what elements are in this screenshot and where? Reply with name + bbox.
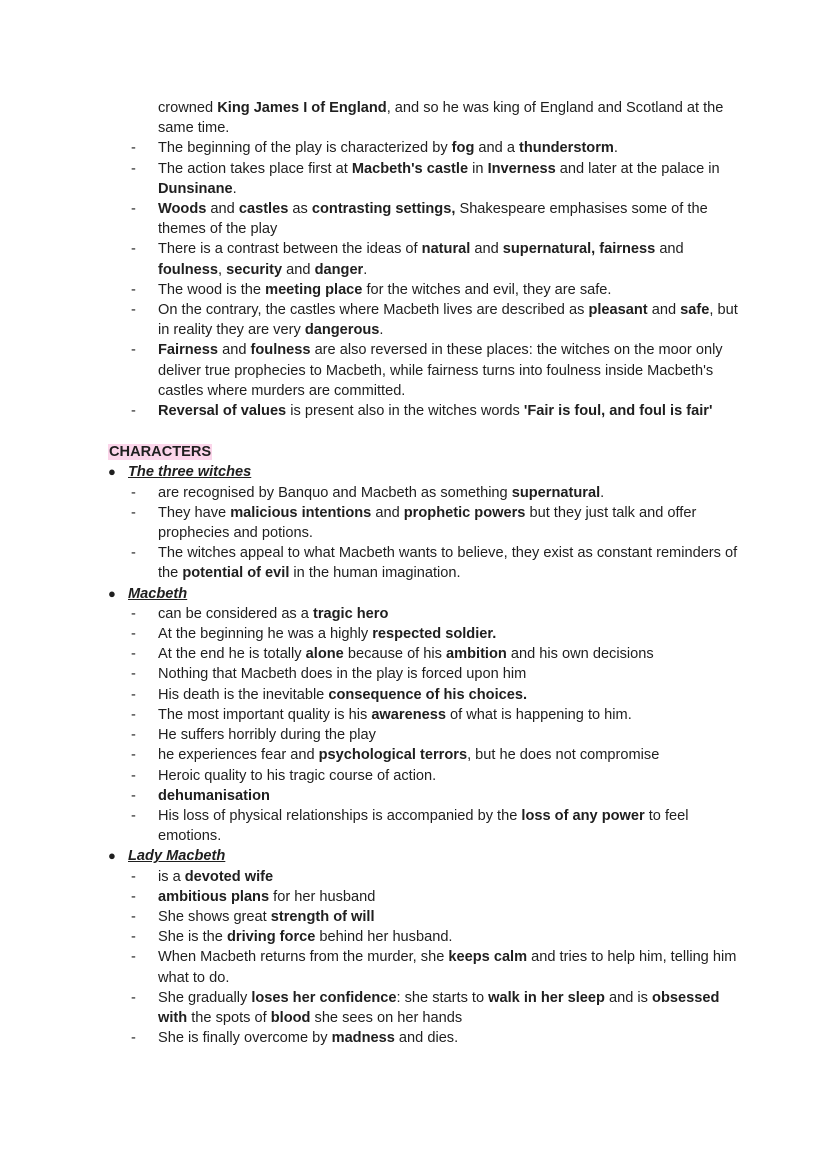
text-run: because of his: [343, 646, 447, 663]
character-name: Lady Macbeth: [128, 848, 226, 865]
bold-text: dehumanisation: [158, 787, 270, 804]
dash-bullet: -: [131, 787, 136, 804]
bold-text: fog: [451, 140, 475, 157]
text-run: He suffers horribly during the play: [158, 727, 376, 744]
text-run: and is: [604, 989, 653, 1006]
bold-text: dangerous: [304, 322, 380, 339]
text-run: and later at the palace in: [555, 160, 720, 177]
character-heading: [0, 846, 828, 866]
text-run: Shakespeare emphasises some of the themes of the play: [158, 201, 708, 238]
text-run: and tries to help him, telling him what to do.: [158, 949, 737, 986]
bold-text: 'Fair is foul, and foul is fair': [523, 403, 713, 420]
bold-text: ambition: [446, 646, 507, 663]
dash-bullet: -: [131, 281, 136, 298]
list-item: [0, 806, 828, 846]
bold-text: Fairness: [158, 342, 219, 359]
bold-text: strength of will: [270, 908, 375, 925]
text-run: and: [282, 261, 315, 278]
dash-bullet: -: [131, 201, 136, 218]
list-item: [0, 664, 828, 684]
bold-text: safe: [680, 302, 710, 319]
list-item: [0, 199, 828, 239]
bold-text: ambitious plans: [158, 888, 270, 905]
list-item: [0, 543, 828, 583]
text-run: are recognised by Banquo and Macbeth as something: [158, 484, 512, 501]
bold-text: obsessed with: [158, 989, 720, 1026]
dash-bullet: -: [131, 160, 136, 177]
dash-bullet: -: [131, 403, 136, 420]
list-item: [0, 867, 828, 887]
dash-bullet: -: [131, 545, 136, 562]
text-run: the spots of: [187, 1009, 271, 1026]
text-run: and: [371, 504, 404, 521]
text-run: The witches appeal to what Macbeth wants to believe, they exist as constant reminders of the: [158, 545, 738, 582]
bold-text: King James I of England: [217, 100, 387, 116]
bold-text: Inverness: [487, 160, 556, 177]
dash-bullet: -: [131, 626, 136, 643]
bold-text: respected soldier.: [372, 626, 497, 643]
text-run: : she starts to: [396, 989, 489, 1006]
text-run: The action takes place first at: [158, 160, 352, 177]
text-run: She gradually: [158, 989, 252, 1006]
text-run: .: [232, 180, 237, 197]
dash-bullet: -: [131, 908, 136, 925]
text-run: .: [363, 261, 368, 278]
round-bullet: ●: [108, 585, 116, 601]
bold-text: psychological terrors: [318, 747, 468, 764]
list-item: [0, 138, 828, 158]
bold-text: alone: [305, 646, 344, 663]
text-run: as: [288, 201, 312, 218]
bold-text: Reversal of values: [158, 403, 287, 420]
text-run: .: [613, 140, 618, 157]
text-run: .: [600, 484, 605, 501]
text-run: but they just talk and offer prophecies and potions.: [158, 504, 697, 542]
text-run: , but in reality they are very: [158, 302, 738, 339]
text-run: When Macbeth returns from the murder, she: [158, 949, 449, 966]
text-run: is present also in the witches words: [286, 403, 524, 420]
text-run: for her husband: [269, 888, 376, 905]
text-run: and: [218, 342, 251, 359]
list-item: [0, 300, 828, 340]
bold-text: pleasant: [588, 302, 648, 319]
text-run: in: [468, 160, 488, 177]
bold-text: keeps calm: [448, 949, 528, 966]
dash-bullet: -: [131, 1030, 136, 1047]
list-item: [0, 887, 828, 907]
text-run: .: [379, 322, 384, 339]
bold-text: loses her confidence: [251, 989, 397, 1006]
text-run: of what is happening to him.: [445, 706, 632, 723]
text-run: and a: [474, 140, 520, 157]
bold-text: Woods: [158, 201, 207, 218]
list-item: [0, 705, 828, 725]
dash-bullet: -: [131, 666, 136, 683]
dash-bullet: -: [131, 767, 136, 784]
bold-text: awareness: [371, 706, 446, 723]
character-heading: [0, 584, 828, 604]
bold-text: potential of evil: [182, 565, 290, 582]
bold-text: Macbeth's castle: [351, 160, 469, 177]
text-run: Heroic quality to his tragic course of action.: [158, 767, 437, 784]
list-item: [0, 745, 828, 765]
dash-bullet: -: [131, 241, 136, 258]
text-run: She is finally overcome by: [158, 1030, 332, 1047]
text-run: is a: [158, 868, 185, 885]
dash-bullet: -: [131, 747, 136, 764]
section-heading-row: [0, 442, 828, 462]
bold-text: supernatural: [511, 484, 601, 501]
bold-text: driving force: [226, 929, 316, 946]
list-item: [0, 340, 828, 401]
text-run: , and so he was king of England and Scotland at the same time.: [158, 100, 724, 137]
text-run: His loss of physical relationships is accompanied by the: [158, 807, 522, 824]
text-run: and: [655, 241, 684, 258]
dash-bullet: -: [131, 484, 136, 501]
text-run: and dies.: [394, 1030, 459, 1047]
bold-text: natural: [421, 241, 471, 258]
bold-text: meeting place: [265, 281, 363, 298]
list-item: [0, 766, 828, 786]
list-item: [0, 280, 828, 300]
text-run: She shows great: [158, 908, 271, 925]
bold-text: danger: [314, 261, 364, 278]
round-bullet: ●: [108, 464, 116, 480]
text-run: Nothing that Macbeth does in the play is forced upon him: [158, 666, 527, 683]
text-run: His death is the inevitable: [158, 686, 329, 703]
text-run: The wood is the: [158, 281, 266, 298]
bold-text: blood: [270, 1009, 311, 1026]
bold-text: castles: [238, 201, 289, 218]
text-run: , but he does not compromise: [467, 747, 660, 764]
character-name: The three witches: [128, 464, 252, 481]
dash-bullet: -: [131, 868, 136, 885]
bold-text: madness: [331, 1030, 395, 1047]
bold-text: security: [226, 261, 283, 278]
list-item: [0, 786, 828, 806]
list-item: [0, 98, 828, 138]
list-item: [0, 907, 828, 927]
list-item: [0, 927, 828, 947]
list-item: [0, 604, 828, 624]
text-run: and his own decisions: [506, 646, 654, 663]
bold-text: consequence of his choices.: [328, 686, 528, 703]
text-run: and: [647, 302, 681, 319]
list-item: [0, 1028, 828, 1048]
text-run: can be considered as a: [158, 605, 313, 622]
text-run: On the contrary, the castles where Macbeth lives are described as: [158, 302, 589, 319]
text-run: are also reversed in these places: the witches on the moor only deliver true prophecies to Macbeth, while fairness turns into foulness inside Macbeth's castles where murders are committed.: [158, 342, 723, 399]
document-content: [0, 98, 828, 1048]
text-run: At the beginning he was a highly: [158, 626, 373, 643]
dash-bullet: -: [131, 646, 136, 663]
dash-bullet: -: [131, 605, 136, 622]
character-name: Macbeth: [128, 585, 188, 602]
list-item: [0, 483, 828, 503]
text-run: She is the: [158, 929, 227, 946]
text-run: and: [206, 201, 239, 218]
list-item: [0, 239, 828, 279]
dash-bullet: -: [131, 302, 136, 319]
bold-text: contrasting settings,: [311, 201, 456, 218]
text-run: The most important quality is his: [158, 706, 372, 723]
text-run: crowned: [158, 100, 218, 116]
intro-list: [0, 98, 828, 421]
list-item: [0, 401, 828, 421]
round-bullet: ●: [108, 848, 116, 864]
bold-text: supernatural, fairness: [502, 241, 656, 258]
bold-text: Dunsinane: [158, 180, 233, 197]
text-run: to feel emotions.: [158, 807, 689, 845]
dash-bullet: -: [131, 929, 136, 946]
text-run: behind her husband.: [315, 929, 453, 946]
text-run: and: [470, 241, 503, 258]
text-run: There is a contrast between the ideas of: [158, 241, 422, 258]
bold-text: loss of any power: [521, 807, 645, 824]
dash-bullet: -: [131, 727, 136, 744]
bold-text: thunderstorm: [519, 140, 614, 157]
bold-text: tragic hero: [312, 605, 389, 622]
dash-bullet: -: [131, 807, 136, 824]
dash-bullet: -: [131, 140, 136, 157]
section-heading: CHARACTERS: [109, 444, 212, 461]
text-run: They have: [158, 504, 231, 521]
list-item: [0, 685, 828, 705]
list-item: [0, 624, 828, 644]
dash-bullet: -: [131, 706, 136, 723]
text-run: The beginning of the play is characterized by: [158, 140, 452, 157]
bold-text: prophetic powers: [403, 504, 526, 521]
text-run: in the human imagination.: [289, 565, 461, 582]
character-heading: [0, 462, 828, 482]
list-item: [0, 159, 828, 199]
dash-bullet: -: [131, 888, 136, 905]
bold-text: walk in her sleep: [488, 989, 605, 1006]
dash-bullet: -: [131, 342, 136, 359]
list-item: [0, 988, 828, 1028]
dash-bullet: -: [131, 686, 136, 703]
dash-bullet: -: [131, 989, 136, 1006]
bold-text: devoted wife: [184, 868, 274, 885]
list-item: [0, 503, 828, 543]
list-item: [0, 725, 828, 745]
text-run: he experiences fear and: [158, 747, 319, 764]
bold-text: malicious intentions: [230, 504, 372, 521]
text-run: for the witches and evil, they are safe.: [362, 281, 612, 298]
dash-bullet: -: [131, 504, 136, 521]
list-item: [0, 644, 828, 664]
characters-list: [0, 462, 828, 1048]
dash-bullet: -: [131, 949, 136, 966]
text-run: she sees on her hands: [310, 1009, 463, 1026]
bold-text: foulness: [250, 342, 311, 359]
bold-text: foulness: [158, 261, 219, 278]
list-item: [0, 947, 828, 987]
text-run: ,: [218, 261, 227, 278]
text-run: At the end he is totally: [158, 646, 306, 663]
